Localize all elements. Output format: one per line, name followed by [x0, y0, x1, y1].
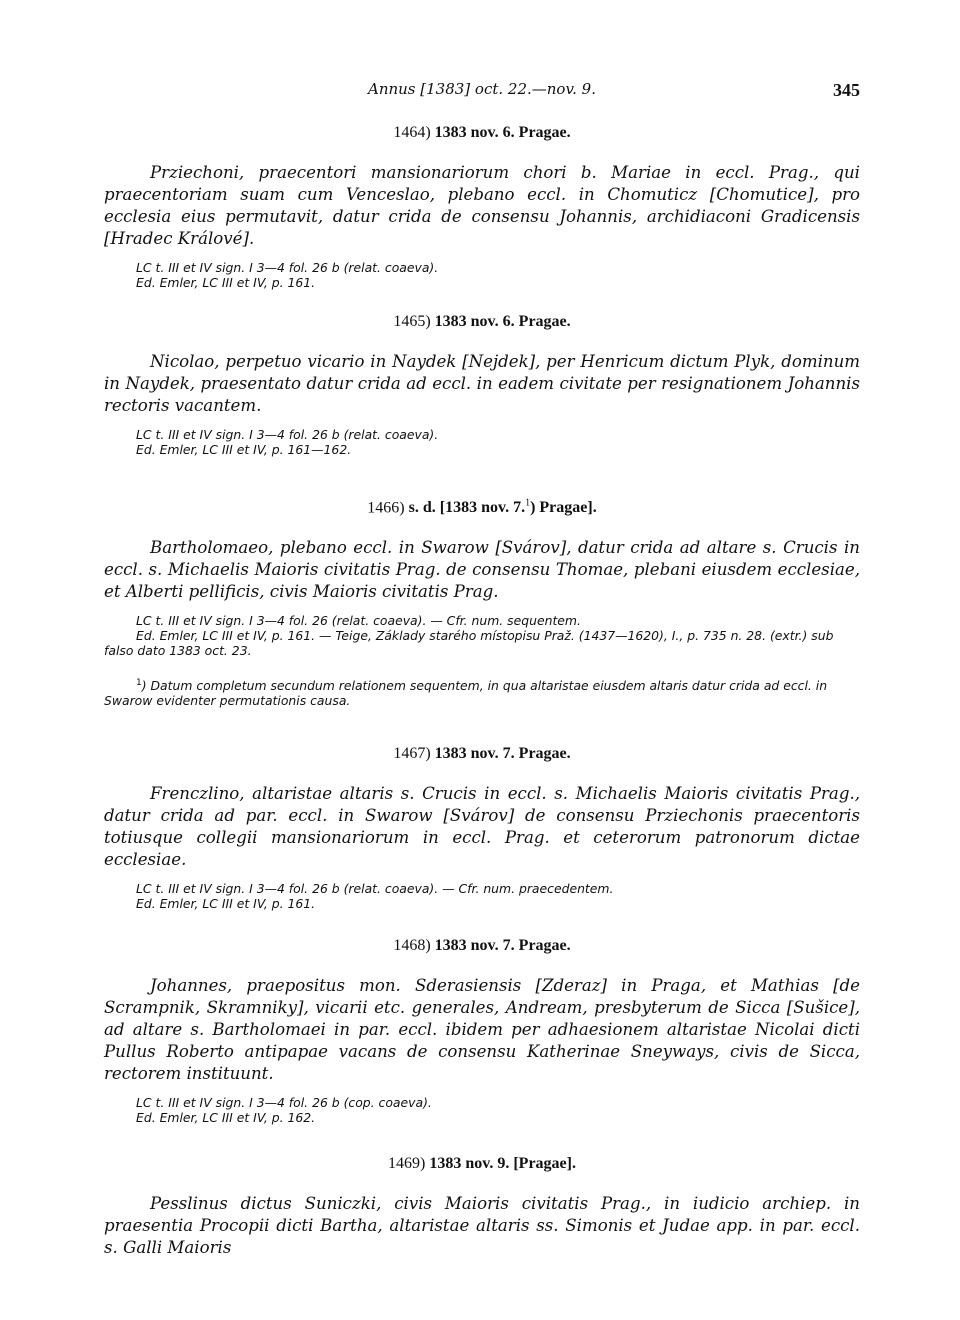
entry-number: 1464)	[393, 124, 431, 141]
entry-1465	[104, 313, 860, 457]
entry-body: Prziechoni, praecentori mansionariorum chori b. Mariae in eccl. Prag., qui praecentoriam suam cum Venceslao, plebano eccl. in Chomuticz [Chomutice], pro ecclesia eius permutavit, datur crida de consensu Johannis, archidiaconi Gradicensis [Hradec Králové].	[104, 163, 860, 248]
entry-date-place: 1383 nov. 6. Pragae.	[434, 124, 571, 141]
page-number: 345	[833, 80, 860, 100]
entry-date-place	[409, 499, 597, 516]
footnote	[104, 676, 860, 708]
entry-body: Frenczlino, altaristae altaris s. Crucis in eccl. s. Michaelis Maioris civitatis Prag., datur crida ad par. eccl. in Swarow [Svárov] de consensu Prziechonis praecentoris totiusque collegii mansionariorum in eccl. Prag. et ceterorum patronorum dictae ecclesiae.	[104, 784, 860, 869]
entry-heading	[104, 313, 860, 331]
entry-number: 1466)	[367, 499, 405, 517]
entry-1464	[104, 124, 860, 290]
entry-date-place: 1383 nov. 7. Pragae.	[434, 745, 571, 762]
entry-source-manuscript: LC t. III et IV sign. I 3—4 fol. 26 b (relat. coaeva).	[136, 260, 439, 275]
entry-heading	[104, 124, 860, 142]
entry-source-edition: Ed. Emler, LC III et IV, p. 161.	[136, 275, 316, 290]
entry-1467	[104, 745, 860, 911]
entry-1468	[104, 937, 860, 1125]
entry-source-manuscript: LC t. III et IV sign. I 3—4 fol. 26 (relat. coaeva). — Cfr. num. sequentem.	[136, 613, 581, 629]
footnote-text: ) Datum completum secundum relationem sequentem, in qua altaristae eiusdem altaris datur crida ad eccl. in Swarow evidenter permutationis causa.	[104, 678, 828, 709]
entry-number: 1467)	[393, 745, 431, 762]
entry-heading	[104, 937, 860, 955]
entry-body: Pesslinus dictus Suniczki, civis Maioris civitatis Prag., in iudicio archiep. in praesentia Procopii dicti Bartha, altaristae altaris ss. Simonis et Judae app. in par. eccl. s. Galli Maioris	[104, 1194, 860, 1257]
entry-number: 1465)	[393, 313, 431, 330]
entry-body: Bartholomaeo, plebano eccl. in Swarow [Svárov], datur crida ad altare s. Crucis in eccl. s. Michaelis Maioris civitatis Prag. de consensu Thomae, plebani eiusdem ecclesiae, et Alberti pellificis, civis Maioris civitatis Prag.	[104, 538, 860, 602]
entry-number: 1468)	[393, 937, 431, 954]
entry-body: Nicolao, perpetuo vicario in Naydek [Nejdek], per Henricum dictum Plyk, dominum in Naydek, praesentato datur crida ad eccl. in eadem civitate per resignationem Johannis rectoris vacantem.	[104, 352, 860, 415]
entry-source-edition: Ed. Emler, LC III et IV, p. 162.	[136, 1110, 316, 1125]
running-header	[104, 80, 860, 106]
entry-body: Johannes, praepositus mon. Sderasiensis [Zderaz] in Praga, et Mathias [de Scrampnik, Skramniky], vicarii etc. generales, Andream, presbyterum de Sicca [Sušice], ad altare s. Bartholomaei in par. eccl. ibidem per adhaesionem altaristae Nicolai dicti Pullus Roberto antipapae vacans de consensu Katherinae Sneyways, civis de Sicca, rectorem instituunt.	[104, 976, 860, 1083]
entry-source-manuscript: LC t. III et IV sign. I 3—4 fol. 26 b (relat. coaeva). — Cfr. num. praecedentem.	[136, 881, 614, 896]
entry-1466	[104, 498, 860, 708]
entry-heading	[104, 745, 860, 763]
entry-source-manuscript: LC t. III et IV sign. I 3—4 fol. 26 b (relat. coaeva).	[136, 427, 439, 442]
entry-source-manuscript: LC t. III et IV sign. I 3—4 fol. 26 b (cop. coaeva).	[136, 1095, 432, 1110]
heading-part-1: s. d. [1383 nov. 7.	[408, 499, 526, 517]
entry-heading	[104, 498, 860, 517]
entry-source-edition: Ed. Emler, LC III et IV, p. 161—162.	[136, 442, 352, 457]
footnote-ref: 1	[525, 498, 531, 509]
entry-source-edition: Ed. Emler, LC III et IV, p. 161. — Teige, Základy starého místopisu Praž. (1437—1620), I., p. 735 n. 28. (extr.) sub falso dato 1383 oct. 23.	[104, 628, 834, 659]
entry-date-place: 1383 nov. 6. Pragae.	[434, 313, 571, 330]
entry-date-place: 1383 nov. 9. [Pragae].	[429, 1155, 576, 1172]
footnote-mark: 1	[136, 678, 142, 689]
entry-number: 1469)	[388, 1155, 426, 1172]
entry-1469	[104, 1155, 860, 1269]
entry-source-edition: Ed. Emler, LC III et IV, p. 161.	[136, 896, 316, 911]
running-title: Annus [1383] oct. 22.—nov. 9.	[367, 80, 596, 98]
entry-heading	[104, 1155, 860, 1173]
heading-part-2: ) Pragae].	[530, 499, 597, 517]
entry-date-place: 1383 nov. 7. Pragae.	[434, 937, 571, 954]
